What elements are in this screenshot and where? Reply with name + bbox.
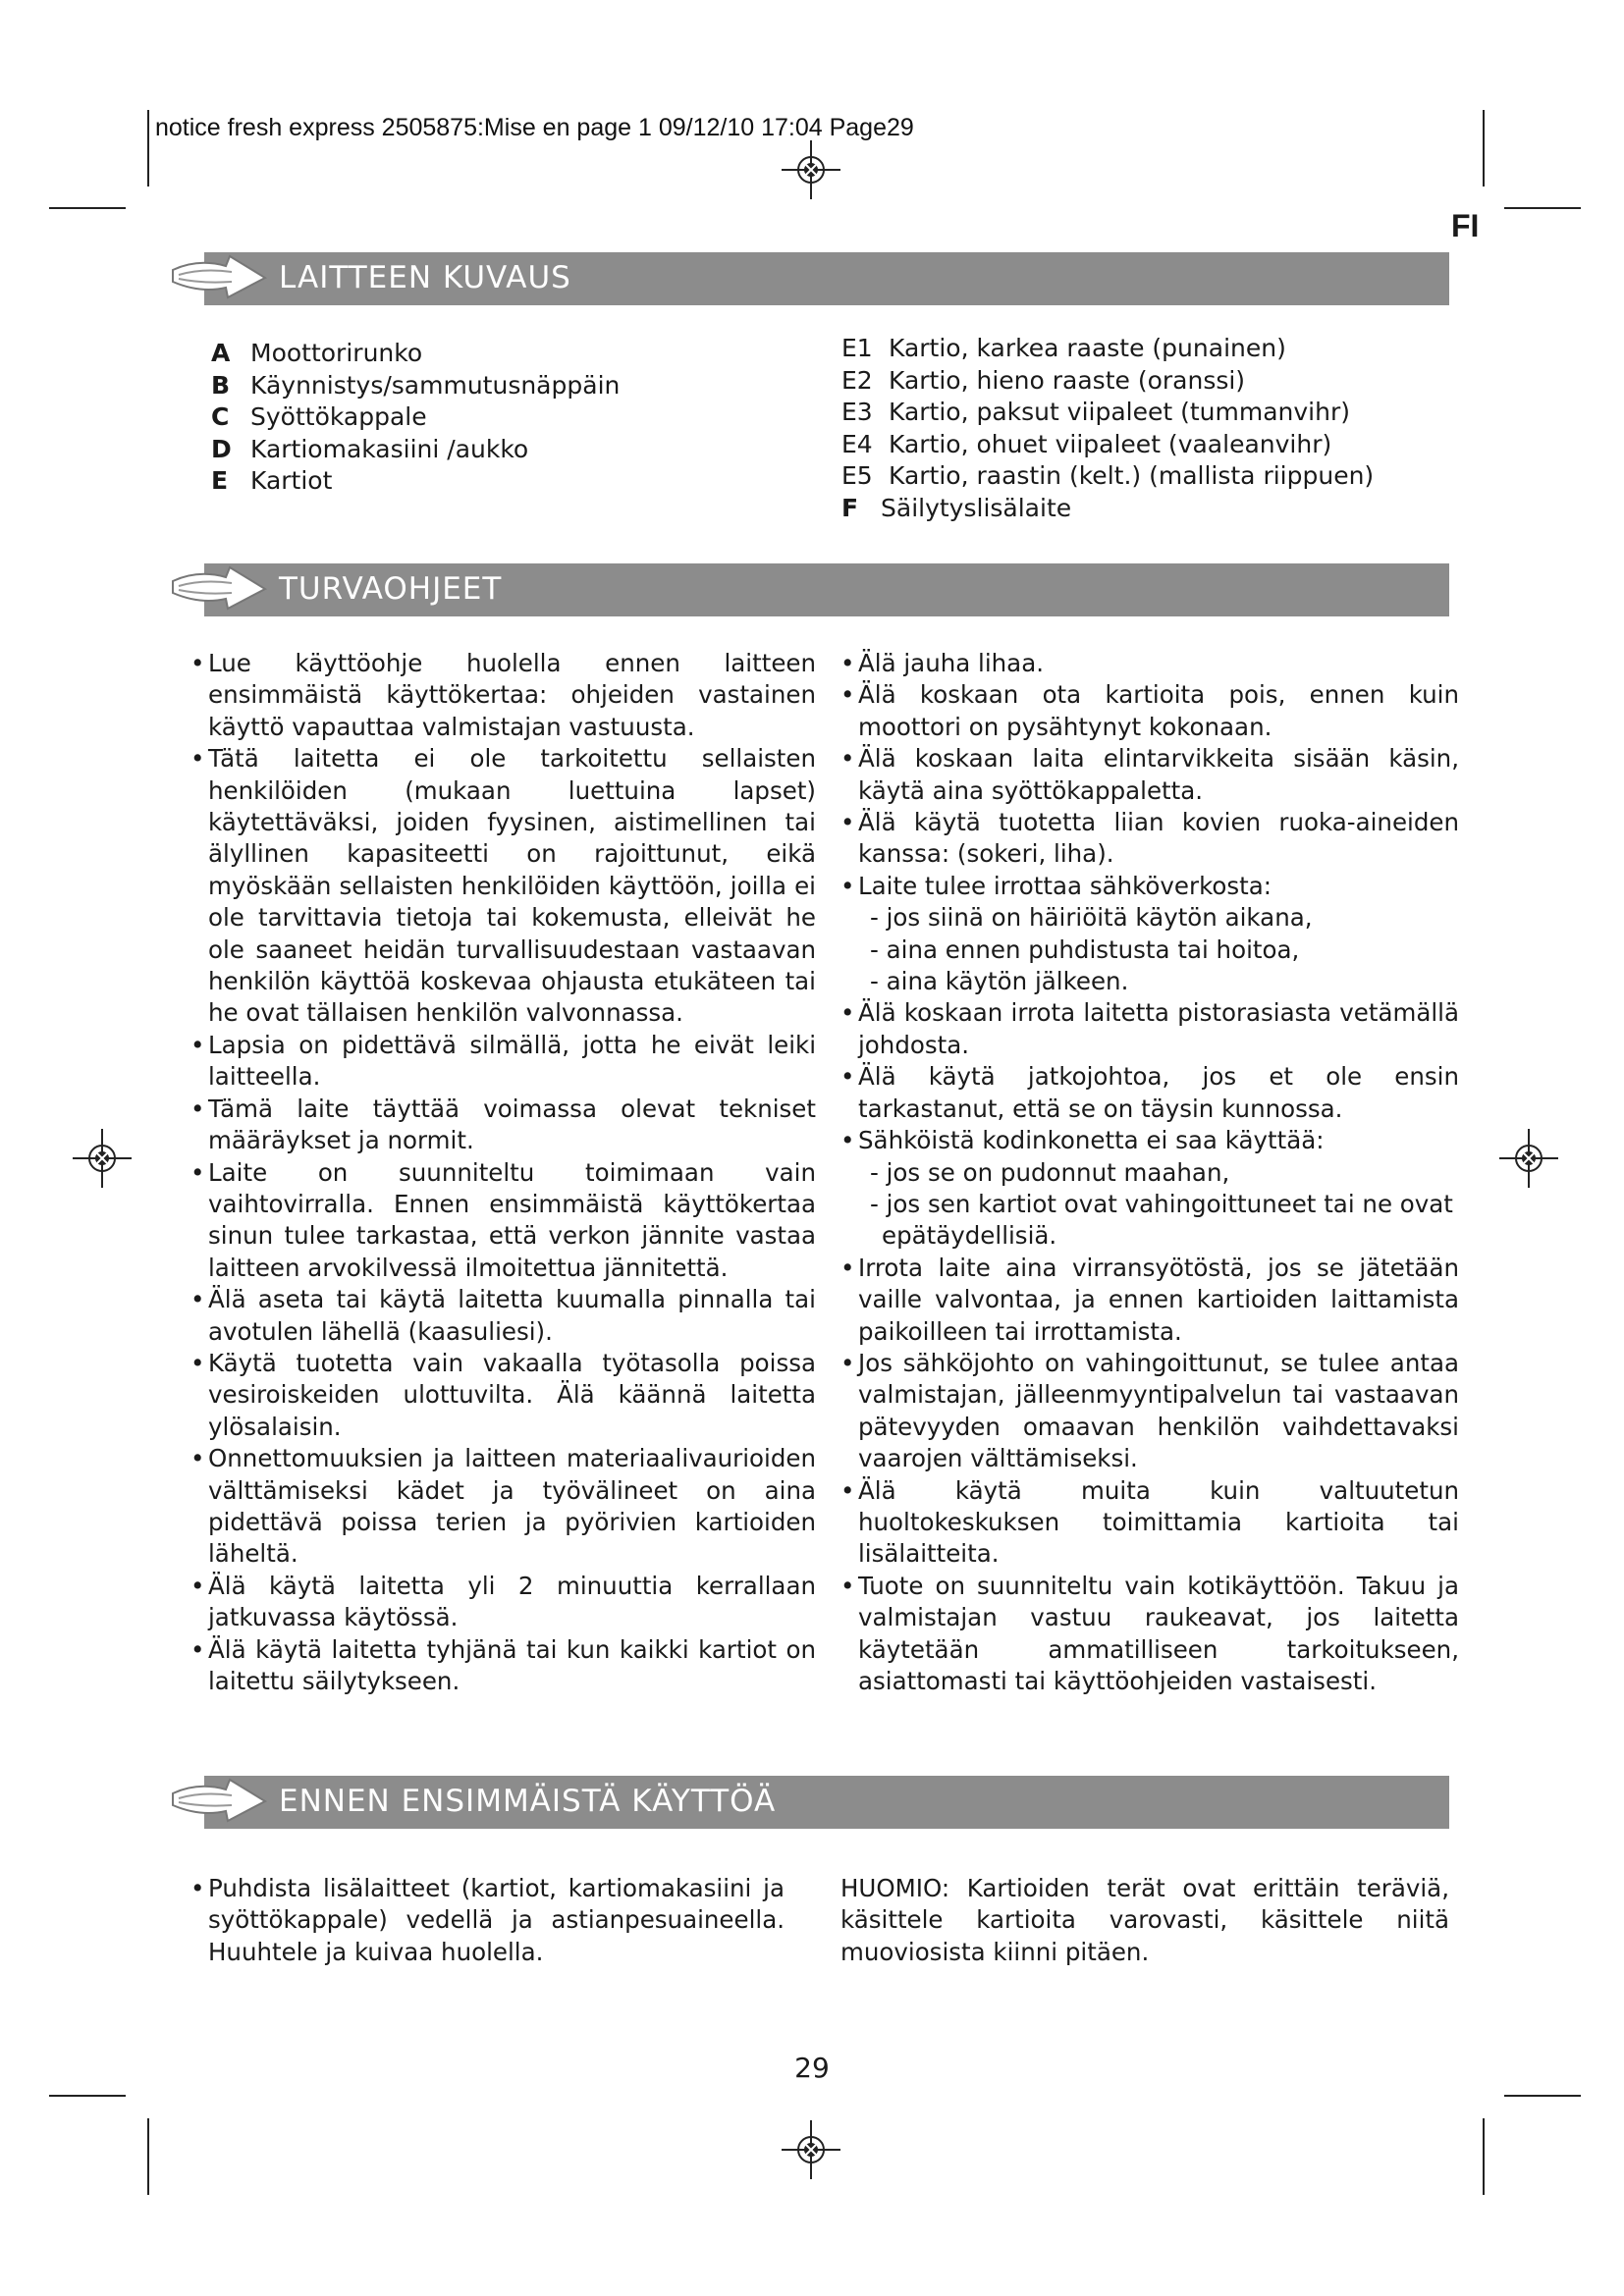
- safety-column-right: [840, 648, 1459, 1697]
- list-item: • Onnettomuuksien ja laitteen materiaalivaurioiden välttämiseksi kädet ja työvälineet on aina pidettävä poissa terien ja pyörivien kartioiden läheltä.: [190, 1443, 816, 1571]
- arrow-icon: [169, 248, 277, 309]
- section-header-safety: [204, 563, 1449, 616]
- crop-mark: [1483, 2118, 1485, 2195]
- list-item: • Tuote on suunniteltu vain kotikäyttöön. Takuu ja valmistajan vastuu raukeavat, jos laitetta käytetään ammatilliseen tarkoitukseen, asiattomasti tai käyttöohjeiden vastaisesti.: [840, 1571, 1459, 1698]
- list-item: • Sähköistä kodinkonetta ei saa käyttää:: [840, 1125, 1459, 1156]
- crop-mark: [49, 207, 126, 209]
- list-item: C Syöttökappale: [211, 402, 427, 431]
- crop-mark: [1504, 207, 1581, 209]
- section-title: ENNEN ENSIMMÄISTÄ KÄYTTÖÄ: [279, 1784, 777, 1819]
- section-title: TURVAOHJEET: [279, 571, 503, 607]
- list-item: • Tämä laite täyttää voimassa olevat tekniset määräykset ja normit.: [190, 1094, 816, 1157]
- crop-mark: [147, 110, 149, 187]
- list-item: • Älä käytä tuotetta liian kovien ruoka-aineiden kanssa: (sokeri, liha).: [840, 807, 1459, 871]
- list-item: • Älä jauha lihaa.: [840, 648, 1459, 679]
- section-header-description: [204, 252, 1449, 305]
- sub-item: - aina käytön jälkeen.: [870, 967, 1129, 996]
- registration-mark-icon: [73, 1129, 132, 1188]
- sub-item: - aina ennen puhdistusta tai hoitoa,: [870, 934, 1300, 964]
- list-item: B Käynnistys/sammutusnäppäin: [211, 370, 621, 400]
- list-item: • Laite tulee irrottaa sähköverkosta:: [840, 871, 1459, 902]
- list-item: A Moottorirunko: [211, 339, 423, 367]
- list-item: • Irrota laite aina virransyötöstä, jos se jätetään vaille valvontaa, ja ennen kartioiden laittamista paikoilleen tai irrottamista.: [840, 1253, 1459, 1348]
- list-item: E2 Kartio, hieno raaste (oranssi): [841, 365, 1246, 395]
- section-title: LAITTEEN KUVAUS: [279, 260, 571, 295]
- list-item: F Säilytyslisälaite: [841, 493, 1072, 522]
- registration-mark-icon: [782, 140, 840, 199]
- language-tag: FI: [1451, 208, 1480, 243]
- safety-column-left: [190, 648, 816, 1697]
- list-item: E4 Kartio, ohuet viipaleet (vaaleanvihr): [841, 429, 1332, 458]
- sub-item: - jos se on pudonnut maahan,: [870, 1157, 1230, 1187]
- list-item: • Käytä tuotetta vain vakaalla työtasolla poissa vesiroiskeiden ulottuvilta. Älä käännä laitetta ylösalaisin.: [190, 1348, 816, 1443]
- sub-item: - jos siinä on häiriöitä käytön aikana,: [870, 903, 1313, 933]
- list-item: E1 Kartio, karkea raaste (punainen): [841, 334, 1286, 362]
- list-item: • Jos sähköjohto on vahingoittunut, se tulee antaa valmistajan, jälleenmyyntipalvelun tai vastaavan pätevyyden omaavan henkilön vaihdettavaksi vaarojen välttämiseksi.: [840, 1348, 1459, 1475]
- registration-mark-icon: [782, 2120, 840, 2179]
- list-item: • Älä koskaan laita elintarvikkeita sisään käsin, käytä aina syöttökappaletta.: [840, 743, 1459, 807]
- arrow-icon: [169, 1772, 277, 1833]
- list-item: • Lapsia on pidettävä silmällä, jotta he eivät leiki laitteella.: [190, 1030, 816, 1094]
- list-item: • Älä koskaan irrota laitetta pistorasiasta vetämällä johdosta.: [840, 997, 1459, 1061]
- list-item: • Tätä laitetta ei ole tarkoitettu sellaisten henkilöiden (mukaan luettuina lapset) käytettäväksi, joiden fyysinen, aistimellinen tai älyllinen kapasiteetti on rajoittunut, eikä myöskään sellaisten henkilöiden käyttöön, joilla ei ole tarvittavia tietoja tai kokemusta, elleivät he ole saaneet heidän turvallisuudestaan vastaavan henkilön käyttöä koskevaa ohjausta etukäteen tai he ovat tällaisen henkilön valvonnassa.: [190, 743, 816, 1030]
- crop-mark: [147, 2118, 149, 2195]
- registration-mark-icon: [1499, 1129, 1558, 1188]
- parts-list-left: [211, 338, 620, 498]
- list-item: • Älä käytä muita kuin valtuutetun huoltokeskuksen toimittamia kartioita tai lisälaitteita.: [840, 1475, 1459, 1571]
- list-item: • Älä koskaan ota kartioita pois, ennen kuin moottori on pysähtynyt kokonaan.: [840, 679, 1459, 743]
- list-item: E3 Kartio, paksut viipaleet (tummanvihr): [841, 398, 1350, 426]
- crop-mark: [1483, 110, 1485, 187]
- list-item: E5 Kartio, raastin (kelt.) (mallista riippuen): [841, 461, 1375, 490]
- list-item: • Älä käytä laitetta tyhjänä tai kun kaikki kartiot on laitettu säilytykseen.: [190, 1634, 816, 1698]
- page-number: 29: [794, 2052, 830, 2084]
- list-item: • Älä käytä laitetta yli 2 minuuttia kerrallaan jatkuvassa käytössä.: [190, 1571, 816, 1634]
- section-header-first-use: [204, 1776, 1449, 1829]
- warning-note: HUOMIO: Kartioiden terät ovat erittäin teräviä, käsittele kartioita varovasti, käsittele niitä muoviosista kiinni pitäen.: [840, 1874, 1449, 1966]
- list-item: D Kartiomakasiini /aukko: [211, 434, 529, 463]
- list-item: • Älä aseta tai käytä laitetta kuumalla pinnalla tai avotulen lähellä (kaasuliesi).: [190, 1284, 816, 1348]
- parts-list-right: [841, 333, 1374, 524]
- first-use-left: [190, 1873, 785, 1968]
- crop-mark: [1504, 2095, 1581, 2097]
- list-item: • Älä käytä jatkojohtoa, jos et ole ensin tarkastanut, että se on täysin kunnossa.: [840, 1061, 1459, 1125]
- list-item: E Kartiot: [211, 466, 333, 495]
- list-item: • Lue käyttöohje huolella ennen laitteen ensimmäistä käyttökertaa: ohjeiden vastainen käyttö vapauttaa valmistajan vastuusta.: [190, 648, 816, 743]
- arrow-icon: [169, 560, 277, 620]
- first-use-right: [840, 1873, 1449, 1968]
- list-item: • Puhdista lisälaitteet (kartiot, kartiomakasiini ja syöttökappale) vedellä ja astianpesuaineella. Huuhtele ja kuivaa huolella.: [190, 1873, 785, 1968]
- crop-mark: [49, 2095, 126, 2097]
- list-item: • Laite on suunniteltu toimimaan vain vaihtovirralla. Ennen ensimmäistä käyttökertaa sinun tulee tarkastaa, että verkon jännite vastaa laitteen arvokilvessä ilmoitettua jännitettä.: [190, 1157, 816, 1285]
- sub-item: - jos sen kartiot ovat vahingoittuneet tai ne ovat epätäydellisiä.: [870, 1189, 1453, 1251]
- print-slug: notice fresh express 2505875:Mise en page 1 09/12/10 17:04 Page29: [155, 114, 914, 141]
